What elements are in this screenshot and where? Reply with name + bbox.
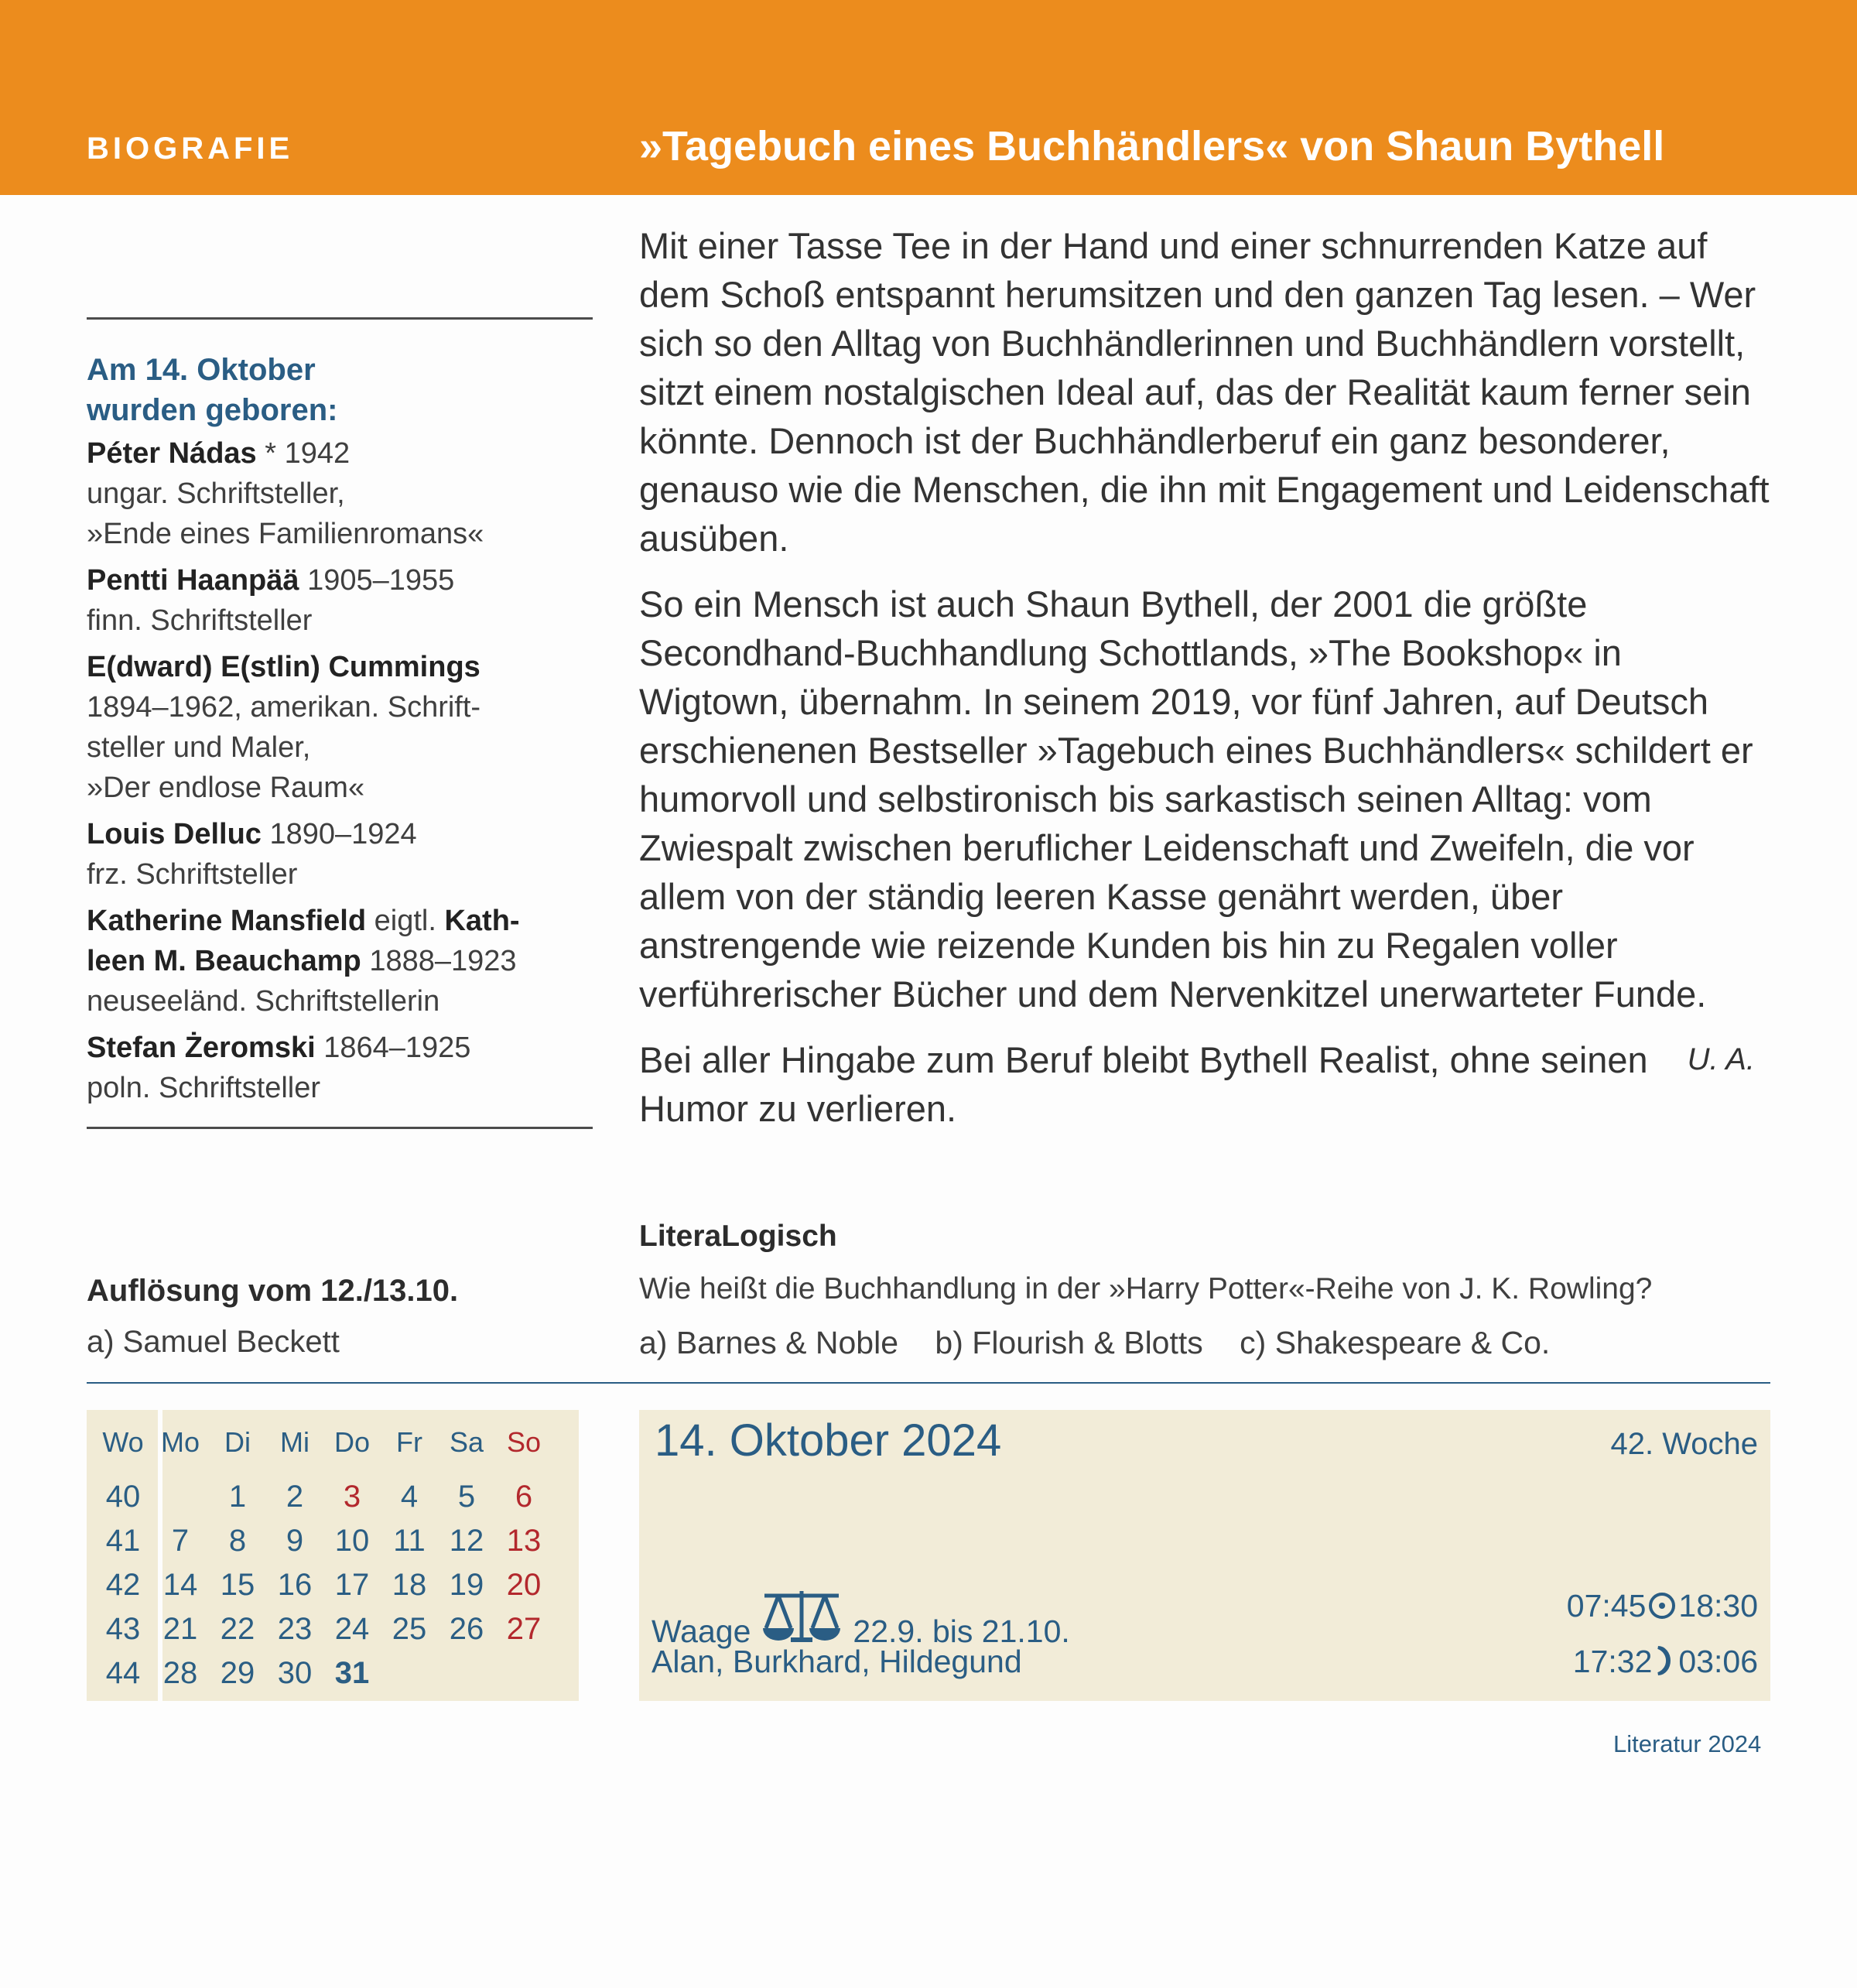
person-info: »Ende eines Familienromans« [87,518,484,550]
weekday-header: Sa [449,1426,484,1458]
moonrise-time: 17:32 [1572,1644,1653,1679]
riddle-question: Wie heißt die Buchhandlung in der »Harry Potter«-Reihe von J. K. Rowling? [639,1272,1653,1305]
person-name: leen M. Beauchamp [87,945,361,977]
footer-note: Literatur 2024 [1613,1730,1762,1757]
riddle-option: c) Shakespeare & Co. [1240,1325,1551,1360]
week-number: 42 [105,1568,141,1602]
birth-entry [87,647,597,808]
sun-icon [1647,1591,1677,1620]
calendar-day: 1 [228,1480,247,1514]
solution-title: Auflösung vom 12./13.10. [87,1274,459,1308]
weekday-header: Mo [160,1426,200,1458]
person-info: steller und Maler, [87,731,311,764]
weekday-header: Do [333,1426,371,1458]
person-info: frz. Schriftsteller [87,858,298,891]
sunset-time: 18:30 [1678,1588,1758,1624]
person-dates: 1890–1924 [261,818,417,850]
person-dates: 1888–1923 [361,945,517,977]
calendar-day: 21 [162,1612,198,1646]
calendar-day: 5 [457,1480,476,1514]
week-number: 44 [105,1656,141,1690]
article-closing-text: Bei aller Hingabe zum Beruf bleibt Bythell Realist, ohne seinen Humor zu verlieren. [639,1039,1648,1129]
article-paragraph [639,1035,1777,1133]
calendar-day: 29 [220,1656,255,1690]
calendar-day: 25 [392,1612,427,1646]
births-heading-line1: Am 14. Oktober [87,353,316,387]
calendar-day: 13 [506,1524,542,1558]
person-name: E(dward) E(stlin) Cummings [87,651,480,683]
person-info: poln. Schriftsteller [87,1072,321,1104]
person-dates: 1905–1955 [299,564,455,597]
person-info: »Der endlose Raum« [87,772,365,804]
calendar-day: 12 [449,1524,484,1558]
solution-answer: a) Samuel Beckett [87,1325,340,1359]
births-heading [87,350,597,430]
article-paragraph: So ein Mensch ist auch Shaun Bythell, der 2001 die größte Secondhand-Buchhandlung Schottlands, »The Bookshop« in Wigtown, übernahm. In seinem 2019, vor fünf Jahren, auf Deutsch erschienenen Bestseller »Tagebuch eines Buchhändlers« schildert er humorvoll und selbstironisch bis sarkastisch seinen Alltag: vom Zwiespalt zwischen beruflicher Leidenschaft und Zweifeln, die vor allem von der ständig leeren Kasse genährt werden, über anstrengende wie reizende Kunden bis hin zu Regalen voller verführerischer Bücher und dem Nervenkitzel unerwarteter Funde. [639,583,1753,1015]
birth-entry [87,433,597,554]
calendar-day: 9 [286,1524,304,1558]
libra-scales-icon [757,1588,846,1645]
birth-entry [87,1028,597,1108]
person-name: Pentti Haanpää [87,564,299,597]
riddle-option: b) Flourish & Blotts [935,1325,1203,1360]
sun-times [1567,1588,1758,1624]
divider-top-left [87,317,593,320]
week-number: 40 [105,1480,141,1514]
calendar-day: 26 [449,1612,484,1646]
person-name: Katherine Mansfield [87,905,367,937]
moon-icon [1654,1645,1677,1676]
birth-entry [87,814,597,895]
article-body [639,221,1777,1150]
moonset-time: 03:06 [1678,1644,1758,1679]
calendar-day: 14 [162,1568,198,1602]
day-date: 14. Oktober 2024 [655,1415,1002,1466]
day-box [639,1410,1770,1701]
person-name: Stefan Żeromski [87,1032,316,1064]
section-label: BIOGRAFIE [87,132,294,166]
person-info: finn. Schriftsteller [87,604,313,637]
calendar-day: 11 [393,1524,426,1558]
calendar-day: 22 [220,1612,255,1646]
births-heading-line2: wurden geboren: [87,393,338,427]
sunrise-time: 07:45 [1566,1588,1647,1624]
calendar-day: 28 [162,1656,198,1690]
zodiac-range: 22.9. bis 21.10. [853,1613,1070,1649]
calendar-day: 17 [334,1568,370,1602]
mini-calendar [87,1410,579,1701]
person-name: Péter Nádas [87,437,257,470]
calendar-day: 2 [286,1480,304,1514]
week-number: 41 [105,1524,141,1558]
zodiac-sign: Waage [651,1613,751,1649]
birth-entry [87,560,597,641]
calendar-day: 18 [392,1568,427,1602]
calendar-day: 7 [171,1524,190,1558]
page-title: »Tagebuch eines Buchhändlers« von Shaun Bythell [639,123,1665,169]
divider-bottom-left [87,1127,593,1129]
weekday-header: Fr [396,1426,422,1458]
weekday-header: Wo [102,1426,144,1458]
calendar-day: 24 [334,1612,370,1646]
weekday-header: Di [224,1426,251,1458]
calendar-day: 15 [220,1568,255,1602]
calendar-day: 4 [400,1480,419,1514]
calendar-day: 23 [277,1612,313,1646]
person-dates: 1864–1925 [315,1032,471,1064]
person-alias-label: eigtl. [366,905,445,937]
calendar-day: 20 [506,1568,542,1602]
riddle-options [639,1325,1578,1361]
riddle-option: a) Barnes & Noble [639,1325,899,1360]
person-name: Kath- [444,905,520,937]
calendar-day: 30 [277,1656,313,1690]
calendar-day: 10 [334,1524,370,1558]
week-label: 42. Woche [1610,1427,1758,1461]
calendar-day: 8 [228,1524,247,1558]
divider-calendar [87,1382,1770,1384]
name-days: Alan, Burkhard, Hildegund [651,1644,1022,1679]
person-info: 1894–1962, amerikan. Schrift- [87,691,481,724]
week-number: 43 [105,1612,141,1646]
calendar-day: 16 [277,1568,313,1602]
person-dates: * 1942 [256,437,351,470]
person-info: neuseeländ. Schriftstellerin [87,985,440,1018]
weekday-header: So [506,1426,542,1458]
calendar-day: 31 [334,1656,370,1690]
moon-times [1573,1644,1758,1680]
calendar-day: 3 [343,1480,361,1514]
article-paragraph: Mit einer Tasse Tee in der Hand und einer schnurrenden Katze auf dem Schoß entspannt herumsitzen und den ganzen Tag lesen. – Wer sich so den Alltag von Buchhändlerinnen und Buchhändlern vorstellt, sitzt einem nostalgischen Ideal auf, das der Realität kaum ferner sein könnte. Dennoch ist der Buchhändlerberuf ein ganz besonderer, genauso wie die Menschen, die ihn mit Engagement und Leidenschaft ausüben. [639,225,1770,559]
person-info: ungar. Schriftsteller, [87,477,345,510]
zodiac-line [651,1588,1070,1650]
birth-entry [87,901,597,1021]
riddle-title: LiteraLogisch [639,1220,837,1253]
calendar-day: 6 [515,1480,533,1514]
author-signature: U. A. [1687,1042,1755,1076]
person-name: Louis Delluc [87,818,262,850]
births-list [87,433,597,1114]
header-bar [0,0,1857,195]
weekday-header: Mi [280,1426,310,1458]
calendar-day: 27 [506,1612,542,1646]
calendar-day: 19 [449,1568,484,1602]
